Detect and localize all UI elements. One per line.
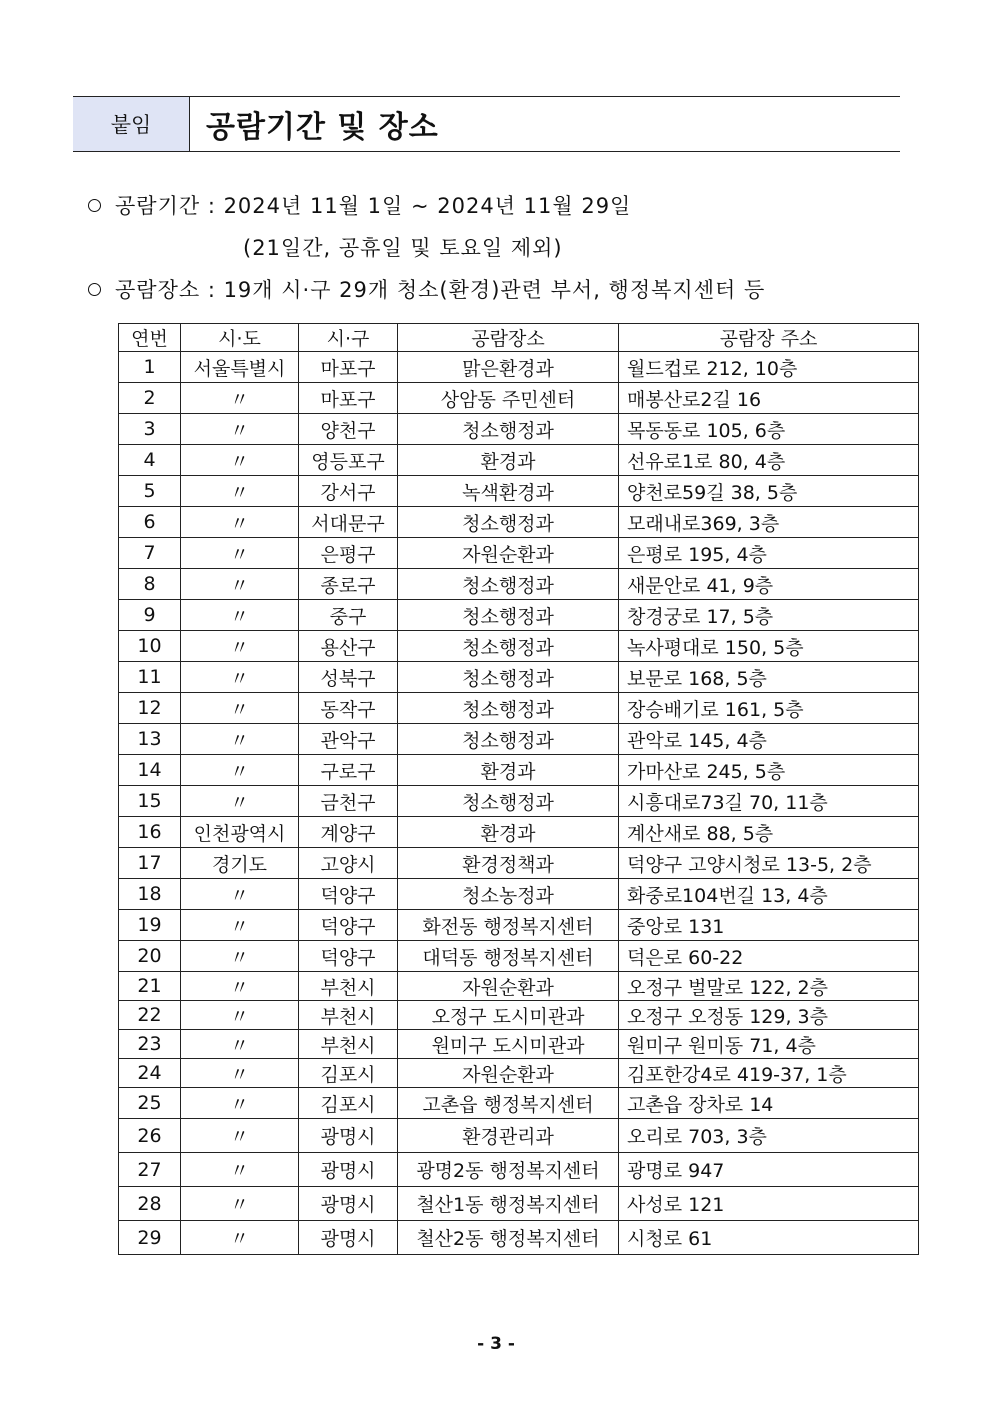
cell-place: 고촌읍 행정복지센터 — [398, 1088, 619, 1119]
cell-number: 13 — [119, 724, 181, 755]
col-header-address: 공람장 주소 — [619, 324, 919, 352]
cell-place: 광명2동 행정복지센터 — [398, 1153, 619, 1187]
cell-city: 양천구 — [299, 414, 398, 445]
cell-address: 시청로 61 — [619, 1221, 919, 1255]
cell-number: 4 — [119, 445, 181, 476]
cell-number: 2 — [119, 383, 181, 414]
cell-place: 자원순환과 — [398, 1059, 619, 1088]
cell-address: 관악로 145, 4층 — [619, 724, 919, 755]
table-row — [119, 1088, 919, 1119]
places-text: 공람장소 : 19개 시·구 29개 청소(환경)관련 부서, 행정복지센터 등 — [115, 278, 766, 302]
cell-address: 새문안로 41, 9층 — [619, 569, 919, 600]
cell-place: 청소행정과 — [398, 569, 619, 600]
cell-place: 청소행정과 — [398, 786, 619, 817]
cell-number: 17 — [119, 848, 181, 879]
table-row — [119, 1119, 919, 1153]
cell-city: 금천구 — [299, 786, 398, 817]
cell-address: 화중로104번길 13, 4층 — [619, 879, 919, 910]
cell-place: 상암동 주민센터 — [398, 383, 619, 414]
table-row — [119, 972, 919, 1001]
cell-place: 청소행정과 — [398, 662, 619, 693]
cell-place: 철산1동 행정복지센터 — [398, 1187, 619, 1221]
cell-address: 목동동로 105, 6층 — [619, 414, 919, 445]
cell-number: 10 — [119, 631, 181, 662]
cell-address: 창경궁로 17, 5층 — [619, 600, 919, 631]
cell-province: 〃 — [181, 445, 299, 476]
cell-number: 11 — [119, 662, 181, 693]
cell-city: 마포구 — [299, 352, 398, 383]
cell-province: 〃 — [181, 1153, 299, 1187]
cell-place: 자원순환과 — [398, 972, 619, 1001]
cell-province: 〃 — [181, 1001, 299, 1030]
cell-number: 7 — [119, 538, 181, 569]
cell-province: 서울특별시 — [181, 352, 299, 383]
table-row — [119, 817, 919, 848]
cell-city: 중구 — [299, 600, 398, 631]
table-row — [119, 1221, 919, 1255]
cell-place: 원미구 도시미관과 — [398, 1030, 619, 1059]
cell-place: 청소행정과 — [398, 631, 619, 662]
table-row — [119, 600, 919, 631]
cell-place: 맑은환경과 — [398, 352, 619, 383]
cell-province: 〃 — [181, 1187, 299, 1221]
cell-place: 대덕동 행정복지센터 — [398, 941, 619, 972]
cell-number: 3 — [119, 414, 181, 445]
cell-city: 덕양구 — [299, 910, 398, 941]
table-row — [119, 879, 919, 910]
cell-province: 〃 — [181, 414, 299, 445]
venue-table — [118, 323, 919, 1255]
cell-place: 청소행정과 — [398, 507, 619, 538]
cell-place: 환경관리과 — [398, 1119, 619, 1153]
cell-province: 〃 — [181, 631, 299, 662]
cell-address: 모래내로369, 3층 — [619, 507, 919, 538]
table-row — [119, 507, 919, 538]
cell-province: 〃 — [181, 1030, 299, 1059]
cell-city: 고양시 — [299, 848, 398, 879]
cell-province: 〃 — [181, 383, 299, 414]
cell-number: 14 — [119, 755, 181, 786]
col-header-province: 시·도 — [181, 324, 299, 352]
cell-province: 〃 — [181, 1221, 299, 1255]
cell-address: 김포한강4로 419-37, 1층 — [619, 1059, 919, 1088]
cell-address: 녹사평대로 150, 5층 — [619, 631, 919, 662]
cell-place: 자원순환과 — [398, 538, 619, 569]
cell-province: 〃 — [181, 662, 299, 693]
cell-place: 청소행정과 — [398, 414, 619, 445]
cell-number: 22 — [119, 1001, 181, 1030]
cell-city: 광명시 — [299, 1153, 398, 1187]
cell-province: 〃 — [181, 600, 299, 631]
cell-number: 15 — [119, 786, 181, 817]
table-row — [119, 786, 919, 817]
cell-address: 사성로 121 — [619, 1187, 919, 1221]
cell-number: 6 — [119, 507, 181, 538]
cell-province: 인천광역시 — [181, 817, 299, 848]
cell-place: 환경정책과 — [398, 848, 619, 879]
cell-number: 28 — [119, 1187, 181, 1221]
cell-number: 1 — [119, 352, 181, 383]
cell-province: 〃 — [181, 941, 299, 972]
table-row — [119, 1059, 919, 1088]
table-row — [119, 352, 919, 383]
cell-place: 청소행정과 — [398, 693, 619, 724]
cell-number: 8 — [119, 569, 181, 600]
cell-city: 은평구 — [299, 538, 398, 569]
cell-address: 덕양구 고양시청로 13-5, 2층 — [619, 848, 919, 879]
cell-number: 19 — [119, 910, 181, 941]
table-row — [119, 1153, 919, 1187]
cell-province: 〃 — [181, 755, 299, 786]
cell-number: 21 — [119, 972, 181, 1001]
cell-address: 계산새로 88, 5층 — [619, 817, 919, 848]
table-row — [119, 631, 919, 662]
cell-province: 〃 — [181, 972, 299, 1001]
cell-number: 9 — [119, 600, 181, 631]
table-row — [119, 538, 919, 569]
cell-place: 녹색환경과 — [398, 476, 619, 507]
cell-province: 〃 — [181, 1088, 299, 1119]
page-number: - 3 - — [477, 1334, 515, 1354]
period-line — [88, 190, 631, 220]
cell-province: 〃 — [181, 1059, 299, 1088]
table-body — [119, 352, 919, 1255]
places-line — [88, 274, 765, 304]
cell-city: 덕양구 — [299, 941, 398, 972]
cell-address: 오정구 벌말로 122, 2층 — [619, 972, 919, 1001]
cell-province: 경기도 — [181, 848, 299, 879]
cell-province: 〃 — [181, 786, 299, 817]
table-row — [119, 476, 919, 507]
cell-number: 20 — [119, 941, 181, 972]
cell-place: 철산2동 행정복지센터 — [398, 1221, 619, 1255]
cell-city: 강서구 — [299, 476, 398, 507]
cell-address: 선유로1로 80, 4층 — [619, 445, 919, 476]
cell-address: 월드컵로 212, 10층 — [619, 352, 919, 383]
cell-city: 광명시 — [299, 1187, 398, 1221]
cell-city: 광명시 — [299, 1119, 398, 1153]
cell-address: 오정구 오정동 129, 3층 — [619, 1001, 919, 1030]
cell-city: 부천시 — [299, 972, 398, 1001]
cell-address: 장승배기로 161, 5층 — [619, 693, 919, 724]
cell-address: 광명로 947 — [619, 1153, 919, 1187]
cell-province: 〃 — [181, 569, 299, 600]
cell-number: 12 — [119, 693, 181, 724]
cell-province: 〃 — [181, 538, 299, 569]
cell-city: 부천시 — [299, 1001, 398, 1030]
table-row — [119, 1030, 919, 1059]
period-note: (21일간, 공휴일 및 토요일 제외) — [243, 236, 563, 260]
cell-province: 〃 — [181, 910, 299, 941]
cell-address: 오리로 703, 3층 — [619, 1119, 919, 1153]
cell-city: 종로구 — [299, 569, 398, 600]
table-row — [119, 445, 919, 476]
table-header-row — [119, 324, 919, 352]
cell-place: 청소행정과 — [398, 724, 619, 755]
cell-city: 서대문구 — [299, 507, 398, 538]
cell-city: 김포시 — [299, 1059, 398, 1088]
cell-province: 〃 — [181, 693, 299, 724]
cell-city: 용산구 — [299, 631, 398, 662]
circle-bullet-icon — [88, 199, 101, 212]
cell-city: 성북구 — [299, 662, 398, 693]
cell-address: 시흥대로73길 70, 11층 — [619, 786, 919, 817]
cell-place: 청소행정과 — [398, 600, 619, 631]
table-row — [119, 662, 919, 693]
table-row — [119, 724, 919, 755]
cell-address: 덕은로 60-22 — [619, 941, 919, 972]
cell-address: 원미구 원미동 71, 4층 — [619, 1030, 919, 1059]
cell-number: 5 — [119, 476, 181, 507]
cell-address: 고촌읍 장차로 14 — [619, 1088, 919, 1119]
cell-city: 광명시 — [299, 1221, 398, 1255]
cell-province: 〃 — [181, 1119, 299, 1153]
cell-city: 덕양구 — [299, 879, 398, 910]
table-row — [119, 414, 919, 445]
cell-place: 화전동 행정복지센터 — [398, 910, 619, 941]
cell-place: 환경과 — [398, 755, 619, 786]
circle-bullet-icon — [88, 283, 101, 296]
cell-city: 동작구 — [299, 693, 398, 724]
cell-number: 27 — [119, 1153, 181, 1187]
table-row — [119, 941, 919, 972]
cell-number: 18 — [119, 879, 181, 910]
cell-province: 〃 — [181, 507, 299, 538]
cell-address: 보문로 168, 5층 — [619, 662, 919, 693]
cell-place: 환경과 — [398, 817, 619, 848]
table-row — [119, 1001, 919, 1030]
cell-city: 김포시 — [299, 1088, 398, 1119]
cell-number: 26 — [119, 1119, 181, 1153]
table-row — [119, 1187, 919, 1221]
cell-address: 양천로59길 38, 5층 — [619, 476, 919, 507]
cell-place: 환경과 — [398, 445, 619, 476]
table-row — [119, 383, 919, 414]
cell-city: 계양구 — [299, 817, 398, 848]
cell-city: 영등포구 — [299, 445, 398, 476]
cell-province: 〃 — [181, 724, 299, 755]
period-text: 공람기간 : 2024년 11월 1일 ~ 2024년 11월 29일 — [115, 194, 632, 218]
cell-number: 25 — [119, 1088, 181, 1119]
table-row — [119, 569, 919, 600]
col-header-city: 시·구 — [299, 324, 398, 352]
cell-city: 관악구 — [299, 724, 398, 755]
cell-address: 매봉산로2길 16 — [619, 383, 919, 414]
table-row — [119, 910, 919, 941]
cell-city: 마포구 — [299, 383, 398, 414]
cell-province: 〃 — [181, 879, 299, 910]
col-header-number: 연번 — [119, 324, 181, 352]
attachment-tag: 붙임 — [73, 97, 190, 151]
cell-city: 구로구 — [299, 755, 398, 786]
cell-city: 부천시 — [299, 1030, 398, 1059]
cell-address: 은평로 195, 4층 — [619, 538, 919, 569]
cell-number: 23 — [119, 1030, 181, 1059]
col-header-place: 공람장소 — [398, 324, 619, 352]
table-row — [119, 848, 919, 879]
cell-address: 가마산로 245, 5층 — [619, 755, 919, 786]
cell-address: 중앙로 131 — [619, 910, 919, 941]
table-row — [119, 693, 919, 724]
cell-place: 오정구 도시미관과 — [398, 1001, 619, 1030]
title-box — [73, 96, 900, 152]
cell-number: 16 — [119, 817, 181, 848]
page-title: 공람기간 및 장소 — [206, 110, 439, 145]
table-row — [119, 755, 919, 786]
cell-number: 24 — [119, 1059, 181, 1088]
cell-place: 청소농정과 — [398, 879, 619, 910]
cell-province: 〃 — [181, 476, 299, 507]
cell-number: 29 — [119, 1221, 181, 1255]
